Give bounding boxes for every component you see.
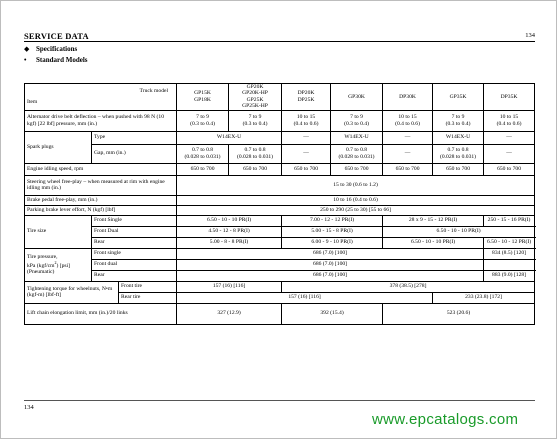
table-row bbox=[25, 248, 535, 259]
front-tire-label: Front tire bbox=[119, 281, 177, 292]
model-header: GP15K GP18K bbox=[177, 84, 229, 111]
table-cell: 650 to 700 bbox=[282, 163, 331, 175]
bullet-text: Standard Models bbox=[36, 56, 88, 64]
table-cell: 5.00 - 15 - 8 PR(I) bbox=[282, 226, 383, 237]
tire-pressure-line2b: ) [psi] bbox=[56, 262, 71, 269]
chain-label: Lift chain elongation limit, mm (in.)/20 links bbox=[25, 303, 177, 324]
table-cell: 10 to 15 (0.4 to 0.6) bbox=[282, 110, 331, 131]
front-single-label: Front Single bbox=[92, 215, 177, 226]
table-cell: W14EX-U bbox=[433, 131, 484, 144]
table-cell: 10 to 15 (0.4 to 0.6) bbox=[383, 110, 433, 131]
footer-page-number: 134 bbox=[24, 404, 34, 411]
table-row bbox=[25, 144, 535, 163]
table-row bbox=[25, 195, 535, 205]
table-cell: 10 to 15 (0.4 to 0.6) bbox=[484, 110, 535, 131]
table-cell: 650 to 700 bbox=[177, 163, 229, 175]
front-single-label: Front single bbox=[92, 248, 177, 259]
rear-label: Rear bbox=[92, 237, 177, 248]
idle-speed-label: Engine idling speed, rpm bbox=[25, 163, 177, 175]
table-cell: 4.50 - 12 - 8 PR(I) bbox=[177, 226, 282, 237]
bullet-standard-models bbox=[24, 56, 88, 64]
header-rule bbox=[24, 41, 535, 42]
header-label-cell bbox=[25, 84, 177, 111]
table-cell: 6.50 - 10 - 10 PR(I) bbox=[383, 237, 484, 248]
table-row bbox=[25, 237, 535, 248]
table-cell: — bbox=[282, 131, 331, 144]
table-row bbox=[25, 281, 535, 292]
model-header: DP20K DP25K bbox=[282, 84, 331, 111]
table-row bbox=[25, 303, 535, 324]
table-cell: 0.7 to 0.8 (0.028 to 0.031) bbox=[229, 144, 282, 163]
torque-label: Tightening torque for wheelnuts, N•m (kgf-m) [lbf-ft] bbox=[25, 281, 119, 303]
table-cell: 6.50 - 10 - 12 PR(I) bbox=[484, 237, 535, 248]
table-cell: 523 (20.6) bbox=[383, 303, 535, 324]
table-cell: 392 (15.4) bbox=[282, 303, 383, 324]
table-cell: 6.50 - 10 - 10 PR(I) bbox=[383, 226, 535, 237]
table-cell: 6.00 - 9 - 10 PR(I) bbox=[282, 237, 383, 248]
footer-rule bbox=[24, 400, 535, 401]
brake-pedal-label: Brake pedal free-play, mm (in.) bbox=[25, 195, 177, 205]
table-cell: 327 (12.9) bbox=[177, 303, 282, 324]
steering-label: Steering wheel free-play – when measured at rim with engine idling mm (in.) bbox=[25, 175, 177, 195]
table-cell: 686 (7.0) [100] bbox=[177, 270, 484, 281]
table-cell: 650 to 700 bbox=[331, 163, 383, 175]
model-header: DP30K bbox=[383, 84, 433, 111]
spark-gap-label: Gap, mm (in.) bbox=[92, 144, 177, 163]
table-row bbox=[25, 226, 535, 237]
item-label: Item bbox=[27, 98, 38, 105]
table-cell: 7 to 9 (0.3 to 0.4) bbox=[331, 110, 383, 131]
table-cell: — bbox=[484, 144, 535, 163]
table-cell: 6.50 - 10 - 10 PR(I) bbox=[177, 215, 282, 226]
spark-type-label: Type bbox=[92, 131, 177, 144]
watermark-text: www.epcatalogs.com bbox=[372, 411, 519, 428]
table-cell: 7.00 - 12 - 12 PR(I) bbox=[282, 215, 383, 226]
tire-size-label: Tire size bbox=[25, 215, 92, 248]
table-cell: — bbox=[282, 144, 331, 163]
table-cell: 650 to 700 bbox=[433, 163, 484, 175]
front-dual-label: Front Dual bbox=[92, 226, 177, 237]
table-cell: — bbox=[484, 131, 535, 144]
parking-brake-label: Parking brake lever effort, N (kgf) [lbf] bbox=[25, 205, 177, 215]
dot-bullet-icon: • bbox=[24, 56, 27, 64]
table-cell: 378 (38.5) [278] bbox=[282, 281, 535, 292]
tire-pressure-sup: 2 bbox=[54, 259, 57, 265]
table-cell: 650 to 700 bbox=[383, 163, 433, 175]
truck-model-label: Truck model bbox=[139, 88, 169, 95]
diamond-bullet-icon: ◆ bbox=[24, 45, 30, 53]
table-cell: 650 to 700 bbox=[484, 163, 535, 175]
table-cell: 686 (7.0) [100] bbox=[177, 248, 484, 259]
rear-label: Rear bbox=[92, 270, 177, 281]
table-row bbox=[25, 215, 535, 226]
table-cell: 15 to 30 (0.6 to 1.2) bbox=[177, 175, 535, 195]
table-cell: 7 to 9 (0.3 to 0.4) bbox=[229, 110, 282, 131]
tire-pressure-line1: Tire pressure, bbox=[27, 254, 58, 261]
table-cell: W14EX-U bbox=[177, 131, 282, 144]
table-cell: 28 x 9 - 15 - 12 PR(I) bbox=[383, 215, 484, 226]
table-header-row bbox=[25, 84, 535, 111]
table-cell: 883 (9.0) [128] bbox=[484, 270, 535, 281]
table-cell: 157 (16) [116] bbox=[177, 292, 433, 303]
table-cell: 233 (23.8) [172] bbox=[433, 292, 535, 303]
table-cell: 250 - 15 - 16 PR(I) bbox=[484, 215, 535, 226]
spark-plugs-label: Spark plugs bbox=[25, 131, 92, 163]
table-row bbox=[25, 163, 535, 175]
tire-pressure-line2: kPa (kgf/cm bbox=[27, 262, 55, 269]
table-cell: 686 (7.0) [100] bbox=[177, 259, 484, 270]
front-dual-label: Front dual bbox=[92, 259, 177, 270]
tire-pressure-label bbox=[25, 248, 92, 281]
table-cell: 7 to 9 (0.3 to 0.4) bbox=[177, 110, 229, 131]
table-cell: 650 to 700 bbox=[229, 163, 282, 175]
table-row bbox=[25, 205, 535, 215]
table-row bbox=[25, 131, 535, 144]
model-header: GP35K bbox=[433, 84, 484, 111]
table-row bbox=[25, 175, 535, 195]
table-cell: 0.7 to 0.8 (0.028 to 0.031) bbox=[331, 144, 383, 163]
tire-pressure-line3: (Pneumatic) bbox=[27, 268, 55, 275]
table-cell bbox=[484, 259, 535, 270]
table-cell: W14EX-U bbox=[331, 131, 383, 144]
table-cell: 7 to 9 (0.3 to 0.4) bbox=[433, 110, 484, 131]
table-row bbox=[25, 259, 535, 270]
table-cell: 0.7 to 0.8 (0.028 to 0.031) bbox=[177, 144, 229, 163]
bullet-specifications bbox=[24, 44, 77, 53]
model-header: GP30K bbox=[331, 84, 383, 111]
header-page-number: 134 bbox=[525, 32, 535, 39]
bullet-text: Specifications bbox=[36, 45, 78, 53]
model-header: GP20K GP20K-HP GP25K GP25K-HP bbox=[229, 84, 282, 111]
table-cell: — bbox=[383, 144, 433, 163]
model-header: DP35K bbox=[484, 84, 535, 111]
belt-label: Alternator drive belt deflection – when pushed with 98 N (10 kgf) [22 lbf] pressure, mm (in.) bbox=[25, 110, 177, 131]
table-cell: — bbox=[383, 131, 433, 144]
table-row bbox=[25, 270, 535, 281]
section-title: SERVICE DATA bbox=[24, 31, 89, 41]
table-cell: 10 to 16 (0.4 to 0.6) bbox=[177, 195, 535, 205]
spec-table bbox=[24, 83, 535, 325]
table-cell: 5.00 - 8 - 8 PR(I) bbox=[177, 237, 282, 248]
rear-tire-label: Rear tire bbox=[119, 292, 177, 303]
table-cell: 0.7 to 0.8 (0.028 to 0.031) bbox=[433, 144, 484, 163]
table-row bbox=[25, 110, 535, 131]
table-cell: 834 (8.5) [120] bbox=[484, 248, 535, 259]
table-cell: 250 to 290 (25 to 30) [55 to 66] bbox=[177, 205, 535, 215]
table-cell: 157 (16) [116] bbox=[177, 281, 282, 292]
